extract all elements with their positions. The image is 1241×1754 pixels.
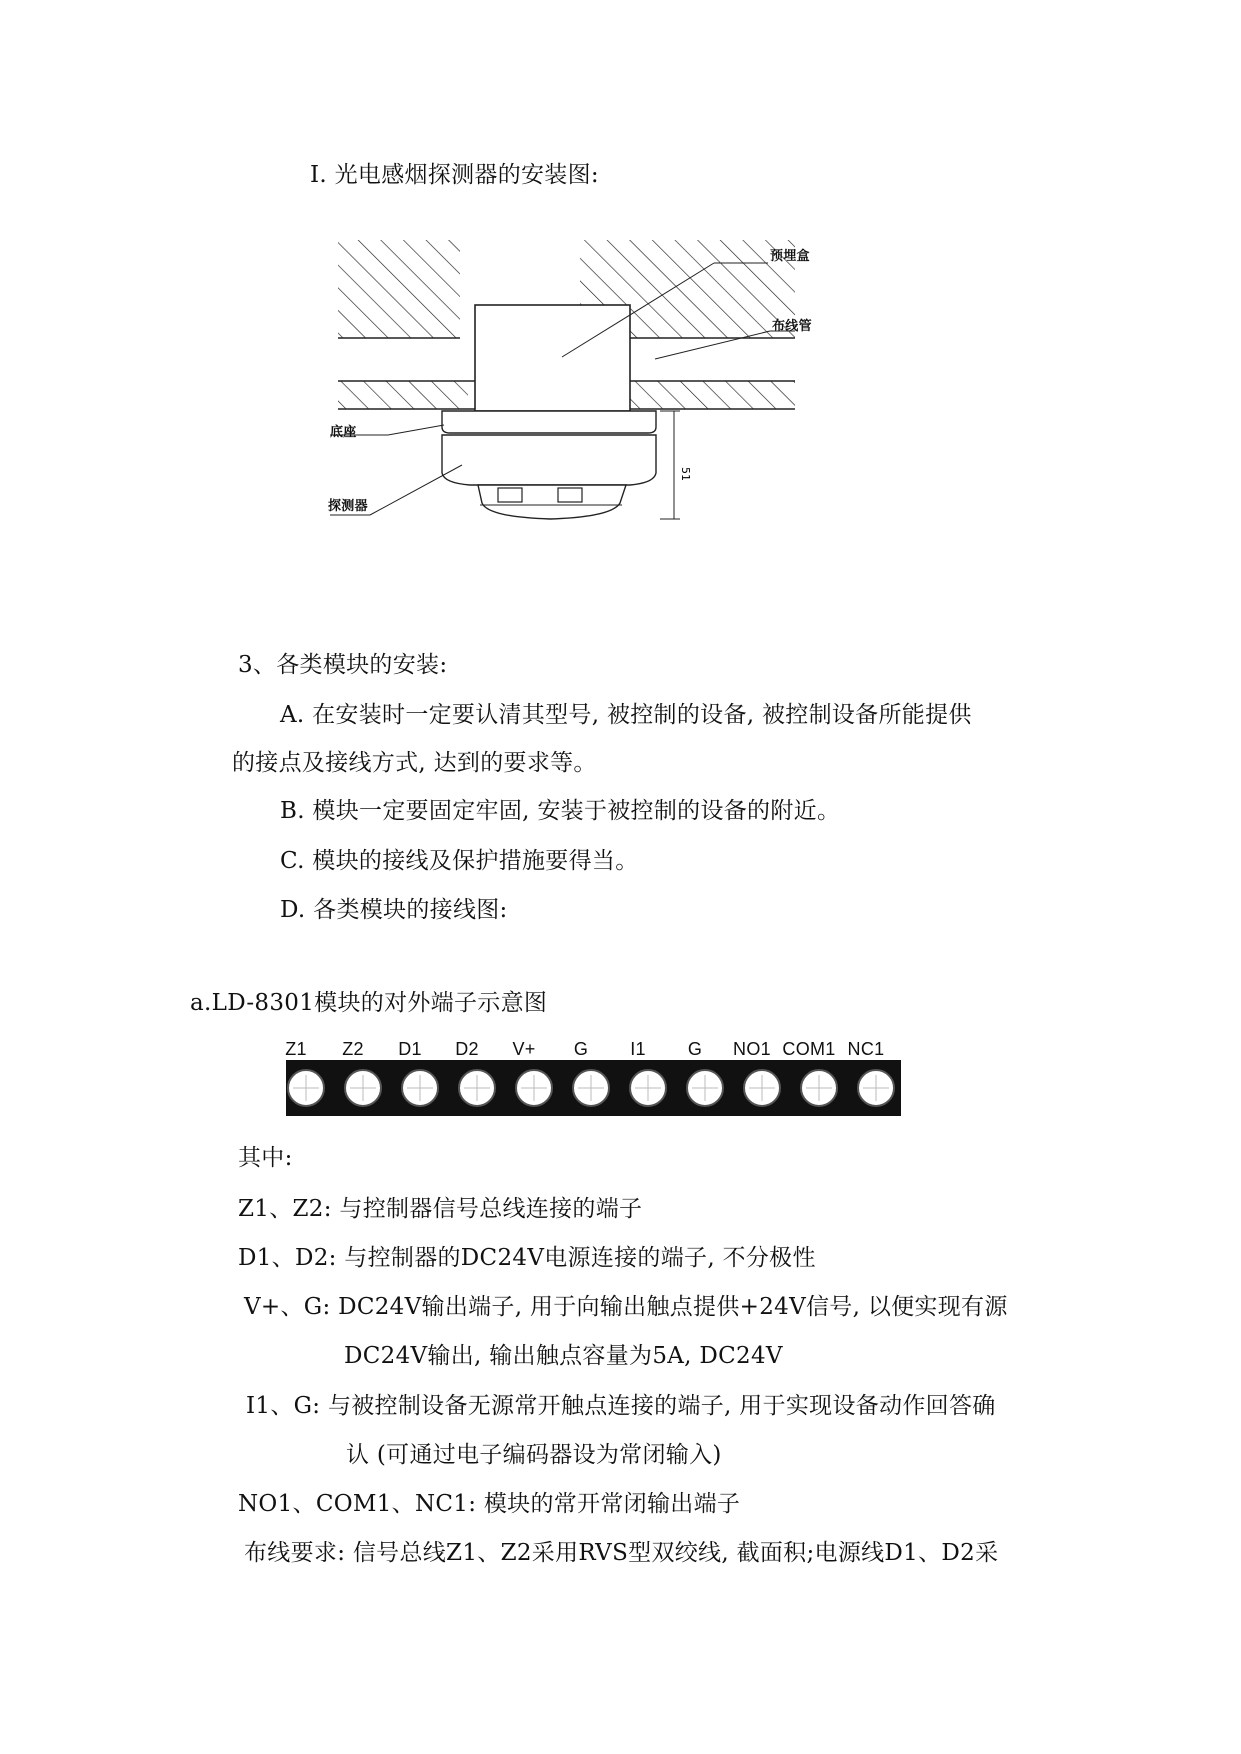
terminal-labels [286, 1034, 901, 1060]
label-embedded-box: 预埋盒 [770, 249, 810, 264]
upper-slab-left [338, 240, 460, 338]
ceiling-band-right [630, 381, 795, 409]
section-i-heading: I. 光电感烟探测器的安装图: [310, 162, 599, 188]
section-3-heading: 3、各类模块的安装: [238, 652, 448, 678]
terminal-label-vplus: V+ [512, 1039, 536, 1059]
terminal-screw [516, 1070, 552, 1106]
terminal-label-no1: NO1 [733, 1039, 771, 1059]
terminal-label-z1: Z1 [285, 1039, 307, 1059]
terminal-label-com1: COM1 [782, 1039, 836, 1059]
terminal-label-g2: G [687, 1039, 703, 1059]
note-z-terminals: Z1、Z2: 与控制器信号总线连接的端子 [238, 1196, 643, 1222]
terminal-screw [459, 1070, 495, 1106]
note-vg-line2: DC24V输出, 输出触点容量为5A, DC24V [344, 1343, 783, 1369]
ceiling-band-left [338, 381, 468, 409]
note-ig-line1: I1、G: 与被控制设备无源常开触点连接的端子, 用于实现设备动作回答确 [246, 1393, 996, 1419]
terminal-screw [630, 1070, 666, 1106]
label-detector: 探测器 [328, 499, 368, 514]
item-c: C. 模块的接线及保护措施要得当。 [280, 848, 639, 874]
terminal-label-z2: Z2 [342, 1039, 364, 1059]
terminal-screw [801, 1070, 837, 1106]
terminal-label-d1: D1 [398, 1039, 422, 1059]
embedded-box [475, 305, 630, 411]
terminal-screw [402, 1070, 438, 1106]
terminal-screw [687, 1070, 723, 1106]
terminal-screw [744, 1070, 780, 1106]
item-a-line2: 的接点及接线方式, 达到的要求等。 [232, 750, 597, 776]
detector-installation-diagram [330, 235, 800, 545]
dimension-label: 51 [679, 467, 692, 481]
terminal-strip [286, 1060, 901, 1116]
terminal-screw [288, 1070, 324, 1106]
item-d: D. 各类模块的接线图: [280, 897, 508, 923]
note-d-terminals: D1、D2: 与控制器的DC24V电源连接的端子, 不分极性 [238, 1245, 816, 1271]
terminal-screw [573, 1070, 609, 1106]
note-ig-line2: 认 (可通过电子编码器设为常闭输入) [346, 1442, 722, 1468]
terminal-label-nc1: NC1 [847, 1039, 885, 1059]
item-a-line1: A. 在安装时一定要认清其型号, 被控制的设备, 被控制设备所能提供 [280, 702, 972, 728]
terminal-diagram-caption: a.LD-8301模块的对外端子示意图 [190, 990, 548, 1016]
notes-intro: 其中: [238, 1145, 293, 1171]
note-output-terminals: NO1、COM1、NC1: 模块的常开常闭输出端子 [238, 1491, 741, 1517]
label-conduit: 布线管 [772, 319, 812, 334]
note-wiring-requirement: 布线要求: 信号总线Z1、Z2采用RVS型双绞线, 截面积;电源线D1、D2采 [244, 1540, 999, 1566]
label-base: 底座 [330, 425, 357, 440]
item-b: B. 模块一定要固定牢固, 安装于被控制的设备的附近。 [280, 798, 841, 824]
terminal-label-d2: D2 [455, 1039, 479, 1059]
terminal-screw [858, 1070, 894, 1106]
detector-body [442, 435, 656, 485]
note-vg-line1: V+、G: DC24V输出端子, 用于向输出触点提供+24V信号, 以便实现有源 [244, 1294, 1008, 1320]
terminal-screw [345, 1070, 381, 1106]
terminal-label-i1: I1 [630, 1039, 646, 1059]
terminal-label-g1: G [573, 1039, 589, 1059]
detector-base [442, 411, 656, 433]
